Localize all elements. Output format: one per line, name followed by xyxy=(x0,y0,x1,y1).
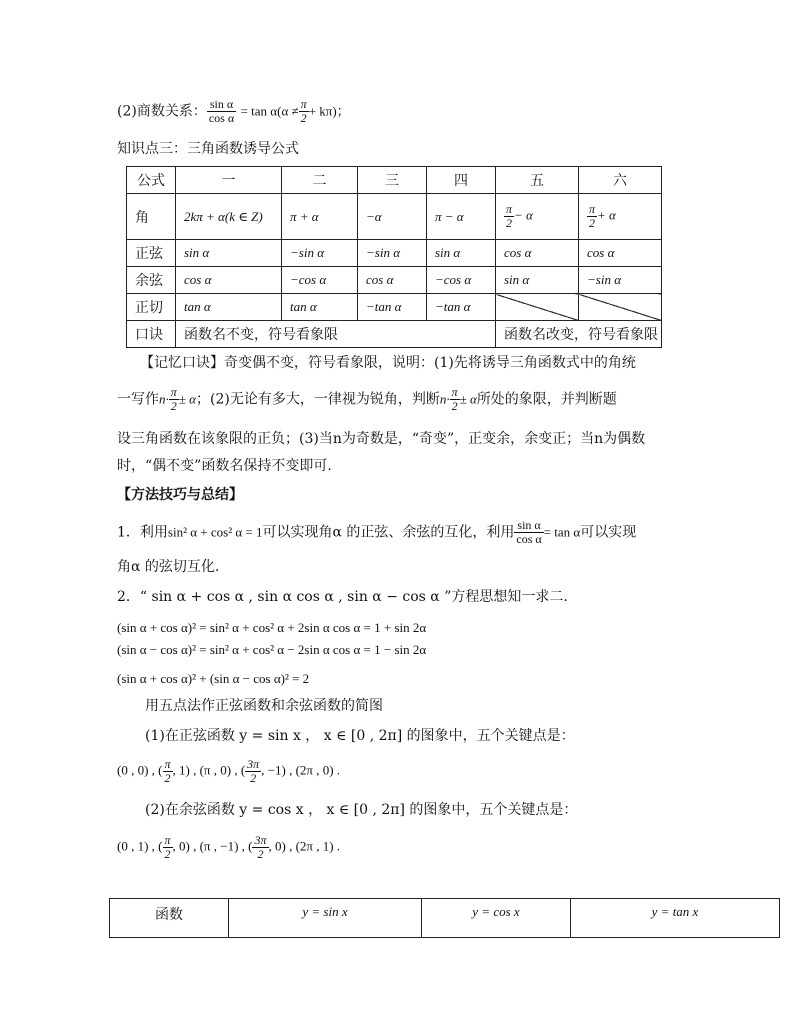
angle-6: $\frac{\pi}{2}$ + α xyxy=(579,194,662,240)
frac-pi-2: $\frac{\pi}{2}$ xyxy=(164,833,171,861)
fraction-sin-cos: $\frac{\text{sin α}}{\text{cos α}}$ xyxy=(516,518,542,546)
row-label-angle: 角 xyxy=(127,194,176,240)
col-header-3: 三 xyxy=(358,167,427,194)
memory-line-3: 设三角函数在该象限的正负；(3)当n为奇数是，“奇变”，正变余，余变正；当n为偶数 xyxy=(117,431,646,447)
quotient-tail: + kπ)； xyxy=(308,103,350,119)
frac-pi-2: $\frac{\pi}{2}$ xyxy=(589,202,596,230)
row-label-tangent: 正切 xyxy=(127,294,176,321)
methods-title: 【方法技巧与总结】 xyxy=(117,487,243,503)
fn-header-function: 函数 xyxy=(110,899,229,938)
col-header-5: 五 xyxy=(496,167,579,194)
equation-1: (sin α + cos α)² = sin² α + cos² α + 2sin α cos α = 1 + sin 2α xyxy=(117,620,427,635)
method-1-line-1: 1．利用sin² α + cos² α = 1可以实现角α 的正弦、余弦的互化，利用 $\frac{\text{sin α}}{\text{cos α}}$ = tan α可以实现 xyxy=(117,518,637,546)
angle-4: π − α xyxy=(427,194,496,240)
col-header-2: 二 xyxy=(282,167,358,194)
tangent-cell: tan α xyxy=(176,294,282,321)
tangent-cell-empty xyxy=(579,294,662,321)
cosine-key-points-line: (2)在余弦函数 y = cos x ， x ∈ [0 , 2π] 的图象中，五个关键点是： xyxy=(145,802,578,818)
memory-line-4: 时，“偶不变”函数名保持不变即可. xyxy=(117,458,332,474)
tangent-cell: tan α xyxy=(282,294,358,321)
sine-cell: −sin α xyxy=(358,240,427,267)
sine-key-points-line: (1)在正弦函数 y = sin x ， x ∈ [0 , 2π] 的图象中，五个关键点是： xyxy=(145,728,575,744)
fraction-sin-cos: $\frac{\text{sin α}}{\text{cos α}}$ xyxy=(208,97,235,125)
equation-3: (sin α + cos α)² + (sin α − cos α)² = 2 xyxy=(117,671,310,686)
tangent-cell: −tan α xyxy=(358,294,427,321)
row-label-mnemonic: 口诀 xyxy=(127,321,176,348)
sine-cell: −sin α xyxy=(282,240,358,267)
angle-3: −α xyxy=(358,194,427,240)
equation-2: (sin α − cos α)² = sin² α + cos² α − 2sin α cos α = 1 − sin 2α xyxy=(117,642,427,657)
col-header-1: 一 xyxy=(176,167,282,194)
tangent-cell-empty xyxy=(496,294,579,321)
quotient-label: (2)商数关系： xyxy=(117,103,207,120)
frac-3pi-2: $\frac{3\pi}{2}$ xyxy=(247,757,260,785)
frac-pi-2: $\frac{\pi}{2}$ xyxy=(164,757,171,785)
induction-table xyxy=(126,166,662,348)
sine-cell: sin α xyxy=(176,240,282,267)
memory-line-2: 一写作n· $\frac{\pi}{2}$ ± α；(2)无论有多大，一律视为锐角，判断n· $\frac{\pi}{2}$ ± α所处的象限，并判断题 xyxy=(117,385,617,413)
tangent-cell: −tan α xyxy=(427,294,496,321)
mnemonic-left: 函数名不变，符号看象限 xyxy=(176,321,496,348)
fraction-pi-2: $\frac{\pi}{2}$ xyxy=(300,97,307,125)
cosine-cell: −cos α xyxy=(282,267,358,294)
function-table xyxy=(109,898,780,938)
sine-cell: sin α xyxy=(427,240,496,267)
cosine-cell: sin α xyxy=(496,267,579,294)
fn-header-tan: y = tan x xyxy=(571,899,780,938)
angle-1: 2kπ + α(k ∈ Z) xyxy=(176,194,282,240)
row-label-cosine: 余弦 xyxy=(127,267,176,294)
fn-header-cos: y = cos x xyxy=(422,899,571,938)
sine-key-points: (0 , 0) , ( $\frac{\pi}{2}$ , 1) , (π , 0) , ( $\frac{3\pi}{2}$ , −1) , (2π , 0) . xyxy=(117,757,341,785)
cosine-cell: −cos α xyxy=(427,267,496,294)
frac-pi-2: $\frac{\pi}{2}$ xyxy=(451,385,458,413)
col-header-formula: 公式 xyxy=(127,167,176,194)
angle-2: π + α xyxy=(282,194,358,240)
sine-cell: cos α xyxy=(496,240,579,267)
quotient-eq: = tan α(α ≠ xyxy=(240,103,299,119)
five-point-title: 用五点法作正弦函数和余弦函数的简图 xyxy=(145,698,383,714)
section3-title: 知识点三：三角函数诱导公式 xyxy=(117,141,299,157)
method-2-line: 2．“ sin α + cos α , sin α cos α , sin α − cos α ”方程思想知一求二. xyxy=(117,589,568,605)
method-1-line-2: 角α 的弦切互化. xyxy=(117,559,220,575)
fn-header-sin: y = sin x xyxy=(229,899,422,938)
cosine-cell: cos α xyxy=(176,267,282,294)
frac-pi-2: $\frac{\pi}{2}$ xyxy=(170,385,177,413)
cosine-cell: cos α xyxy=(358,267,427,294)
cosine-key-points: (0 , 1) , ( $\frac{\pi}{2}$ , 0) , (π , −1) , ( $\frac{3\pi}{2}$ , 0) , (2π , 1) . xyxy=(117,833,341,861)
sine-cell: cos α xyxy=(579,240,662,267)
col-header-6: 六 xyxy=(579,167,662,194)
angle-5: $\frac{\pi}{2}$ − α xyxy=(496,194,579,240)
mnemonic-right: 函数名改变，符号看象限 xyxy=(496,321,662,348)
frac-pi-2: $\frac{\pi}{2}$ xyxy=(506,202,513,230)
memory-line-1: 【记忆口诀】奇变偶不变，符号看象限，说明：(1)先将诱导三角函数式中的角统 xyxy=(140,355,636,371)
cosine-cell: −sin α xyxy=(579,267,662,294)
row-label-sine: 正弦 xyxy=(127,240,176,267)
quotient-relation xyxy=(117,98,350,125)
frac-3pi-2: $\frac{3\pi}{2}$ xyxy=(254,833,267,861)
col-header-4: 四 xyxy=(427,167,496,194)
